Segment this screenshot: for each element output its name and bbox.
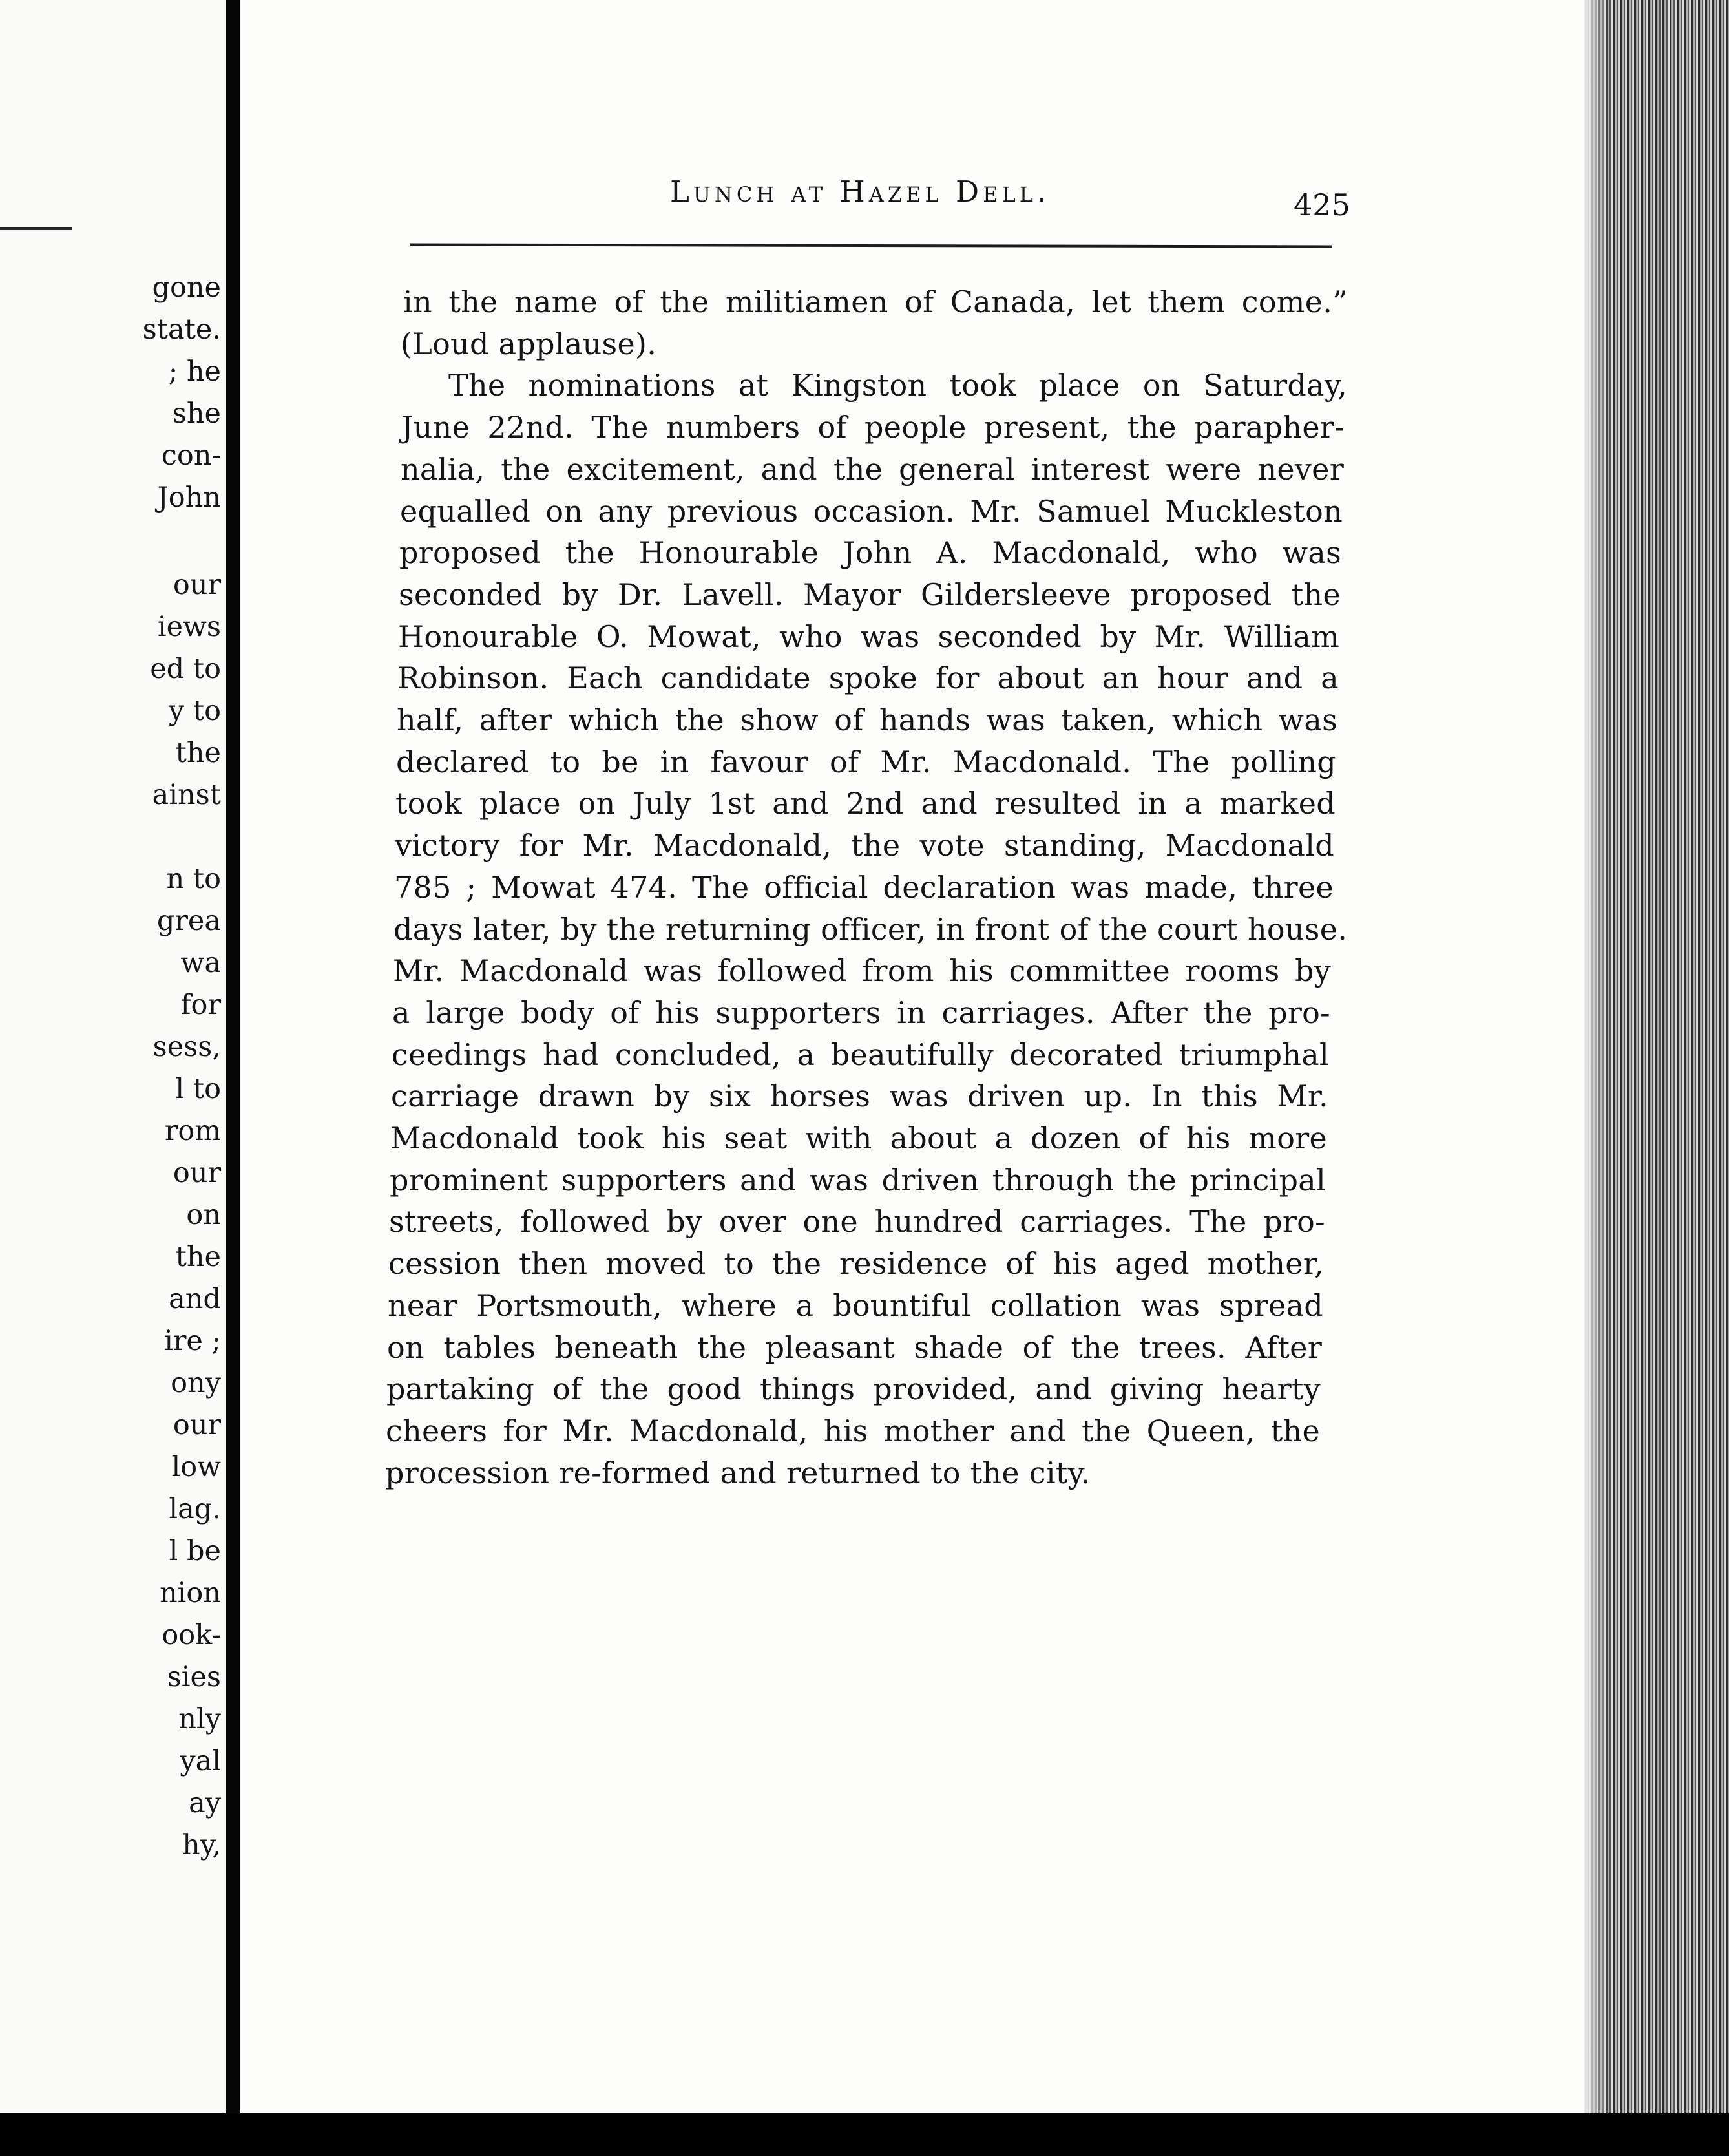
left-page-fragment: grea (156, 905, 221, 937)
scan-border (0, 2113, 1729, 2156)
left-page-fragment: nion (159, 1577, 221, 1609)
book-gutter (226, 0, 240, 2113)
left-page-fragment: n to (166, 863, 221, 895)
running-head: Lunch at Hazel Dell. (670, 174, 1051, 209)
body-line: cheers for Mr. Macdonald, his mother and the Queen, the (386, 1413, 1320, 1448)
body-line: The nominations at Kingston took place on Saturday, (448, 368, 1347, 403)
body-line: streets, followed by over one hundred carriages. The pro- (389, 1204, 1325, 1239)
body-line: near Portsmouth, where a bountiful collation was spread (388, 1288, 1323, 1323)
body-line: victory for Mr. Macdonald, the vote standing, Macdonald (395, 828, 1334, 863)
body-line: half, after which the show of hands was taken, which was (397, 703, 1337, 737)
left-page-fragment: the (175, 1241, 221, 1273)
body-line: ceedings had concluded, a beautifully decorated triumphal (392, 1037, 1329, 1072)
left-page-fragment: John (157, 481, 221, 514)
right-page (240, 0, 1584, 2113)
body-line: on tables beneath the pleasant shade of the trees. After (387, 1330, 1322, 1365)
left-page-fragment: lag. (169, 1493, 221, 1525)
body-line: in the name of the militiamen of Canada, let them come.” (403, 284, 1348, 319)
left-page-fragment: l to (175, 1073, 221, 1105)
left-page-fragment: con- (161, 439, 221, 472)
body-line: Honourable O. Mowat, who was seconded by Mr. William (398, 619, 1339, 654)
body-line: seconded by Dr. Lavell. Mayor Gildersleeve proposed the (399, 577, 1341, 612)
body-line: partaking of the good things provided, and giving hearty (386, 1371, 1321, 1406)
left-page-fragment: rom (164, 1115, 221, 1147)
left-page-fragment: ire ; (164, 1325, 221, 1357)
left-page-fragment: hy, (182, 1829, 221, 1861)
left-page-fragment: ainst (152, 779, 221, 811)
body-line: Macdonald took his seat with about a dozen of his more (390, 1121, 1327, 1156)
body-line: prominent supporters and was driven through the principal (390, 1163, 1326, 1198)
left-page-fragment: gone (152, 271, 221, 304)
left-page-fragment: wa (180, 947, 221, 979)
left-page-fragment: the (175, 737, 221, 769)
left-page (0, 0, 226, 2113)
body-line: procession re-formed and returned to the city. (385, 1455, 1091, 1490)
left-page-fragment: sies (167, 1661, 221, 1693)
body-line: Mr. Macdonald was followed from his committee rooms by (393, 953, 1331, 988)
body-line: took place on July 1st and 2nd and resulted in a marked (395, 786, 1336, 821)
body-line: carriage drawn by six horses was driven up. In this Mr. (391, 1079, 1328, 1114)
body-line: June 22nd. The numbers of people present, the parapher- (401, 410, 1345, 445)
left-page-fragment: ook- (162, 1619, 221, 1651)
left-page-fragment: yal (180, 1745, 221, 1777)
left-page-fragment: on (186, 1199, 221, 1231)
left-page-fragment: ed to (150, 653, 221, 685)
left-page-fragment: low (171, 1451, 221, 1483)
body-line: cession then moved to the residence of his aged mother, (388, 1246, 1324, 1281)
left-page-fragment: nly (178, 1703, 221, 1735)
left-page-fragment: our (173, 1409, 221, 1441)
page-edge-shadow (1584, 0, 1610, 2113)
left-page-fragment: she (172, 397, 221, 430)
page-number: 425 (1294, 187, 1350, 222)
left-page-fragment: for (180, 989, 221, 1021)
left-page-fragment: sess, (152, 1031, 221, 1063)
body-line: equalled on any previous occasion. Mr. Samuel Muckleston (400, 494, 1343, 529)
left-page-fragment: our (173, 1157, 221, 1189)
left-page-fragment: ony (171, 1367, 221, 1399)
left-page-fragment: ay (189, 1787, 221, 1819)
body-line: Robinson. Each candidate spoke for about an hour and a (397, 661, 1339, 695)
body-line: (Loud applause). (401, 326, 657, 361)
left-page-fragment: y to (168, 695, 221, 727)
body-line: declared to be in favour of Mr. Macdonald. The polling (396, 745, 1336, 779)
left-page-fragment: l be (169, 1535, 221, 1567)
left-page-fragment: ; he (168, 355, 221, 388)
body-line: days later, by the returning officer, in front of the court house. (393, 912, 1348, 947)
body-line: 785 ; Mowat 474. The official declaration was made, three (394, 870, 1334, 905)
body-line: a large body of his supporters in carriages. After the pro- (392, 995, 1330, 1030)
left-page-rule (0, 227, 72, 230)
left-page-fragment: and (169, 1283, 221, 1315)
left-page-fragment: iews (157, 611, 221, 643)
header-rule (410, 244, 1332, 248)
body-line: proposed the Honourable John A. Macdonald, who was (399, 535, 1341, 570)
left-page-fragment: our (173, 569, 221, 601)
body-line: nalia, the excitement, and the general interest were never (401, 452, 1344, 487)
left-page-fragment: state. (142, 313, 221, 346)
